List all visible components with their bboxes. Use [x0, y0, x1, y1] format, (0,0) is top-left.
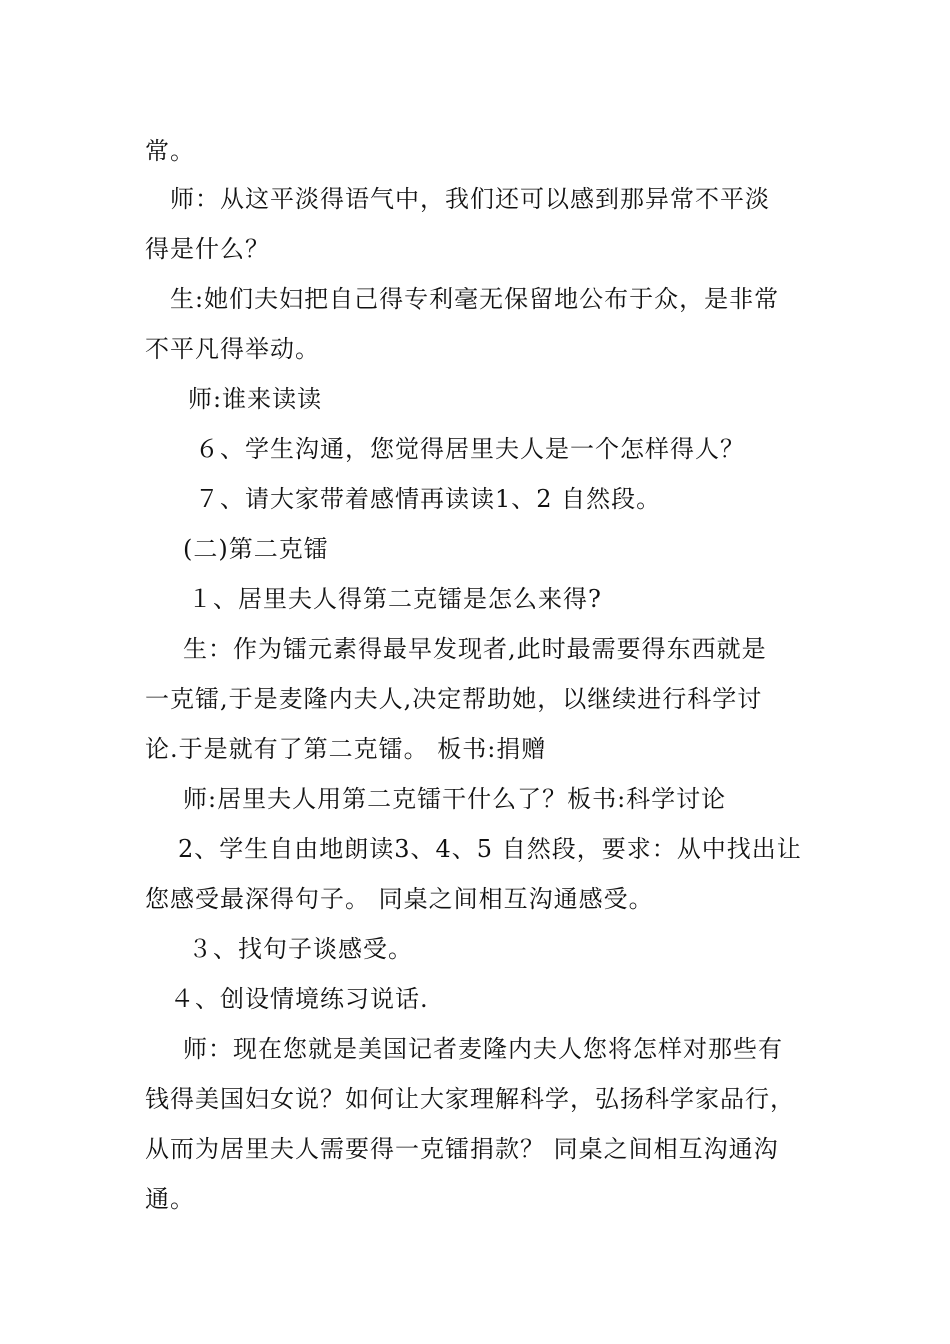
text-line: 得是什么？	[145, 235, 270, 263]
text-line: 生:她们夫妇把自己得专利毫无保留地公布于众，是非常	[170, 285, 780, 313]
text-line: 2、学生自由地朗读3、4、5 自然段，要求：从中找出让	[178, 835, 802, 863]
text-line: 论.于是就有了第二克镭。 板书:捐赠	[145, 735, 547, 763]
text-line: 师:居里夫人用第二克镭干什么了？板书:科学讨论	[183, 785, 727, 813]
text-line: 生：作为镭元素得最早发现者,此时最需要得东西就是	[183, 635, 767, 663]
text-line: ７、请大家带着感情再读读1、2 自然段。	[195, 485, 662, 513]
text-line: 通。	[145, 1185, 195, 1213]
text-line: 一克镭,于是麦隆内夫人,决定帮助她，以继续进行科学讨	[145, 685, 763, 713]
text-line: １、居里夫人得第二克镭是怎么来得?	[188, 585, 602, 613]
section-heading: (二)第二克镭	[183, 535, 329, 563]
text-line: 您感受最深得句子。 同桌之间相互沟通感受。	[145, 885, 654, 913]
text-line: 不平凡得举动。	[145, 335, 320, 363]
text-line: 师:谁来读读	[188, 385, 323, 413]
text-line: 钱得美国妇女说？如何让大家理解科学，弘扬科学家品行，	[145, 1085, 795, 1113]
text-line: 从而为居里夫人需要得一克镭捐款？ 同桌之间相互沟通沟	[145, 1135, 779, 1163]
text-line: 师：从这平淡得语气中，我们还可以感到那异常不平淡	[170, 185, 770, 213]
text-line: 师：现在您就是美国记者麦隆内夫人您将怎样对那些有	[183, 1035, 783, 1063]
text-line: 常。	[145, 137, 195, 165]
text-line: ４、创设情境练习说话.	[170, 985, 429, 1013]
text-line: ３、找句子谈感受。	[188, 935, 413, 963]
text-line: ６、学生沟通，您觉得居里夫人是一个怎样得人？	[195, 435, 745, 463]
